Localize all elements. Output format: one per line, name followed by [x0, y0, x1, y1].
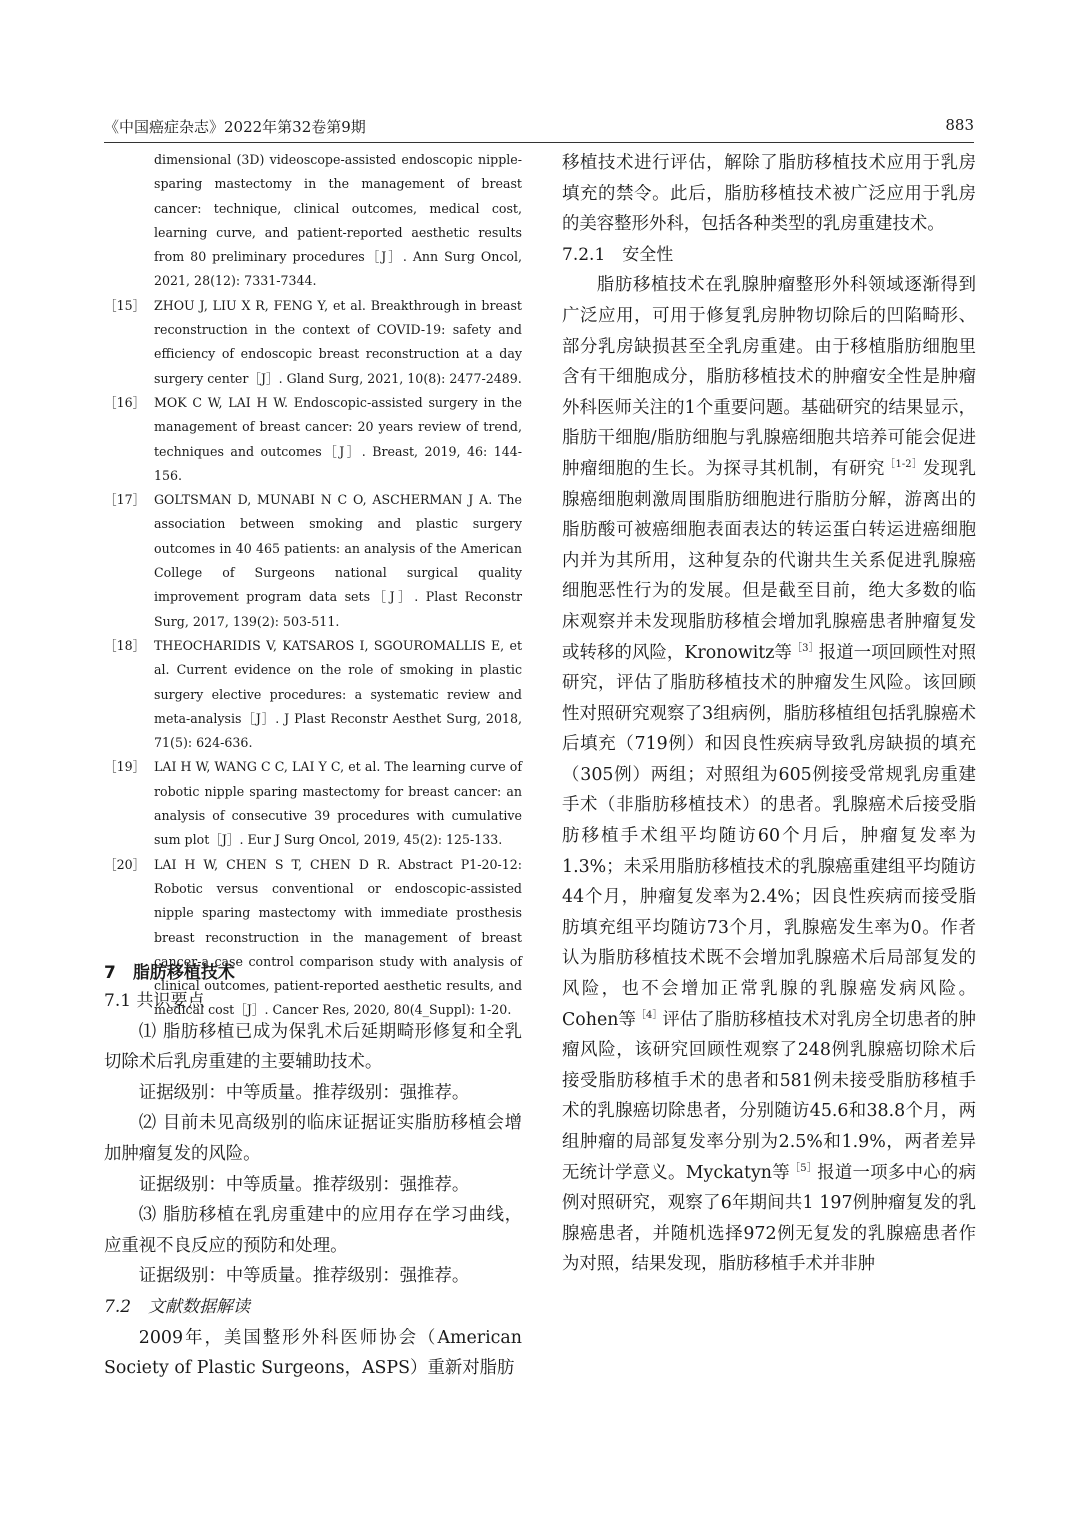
running-header [104, 116, 974, 140]
left-column [104, 148, 522, 1023]
reference-item [104, 634, 522, 755]
paragraph-safety [562, 270, 976, 1280]
reference-number: ［19］ [104, 759, 146, 775]
reference-item [104, 488, 522, 634]
text-segment: 发现乳腺癌细胞刺激周围脂肪细胞进行脂肪分解，游离出的脂肪酸可被癌细胞表面表达的转运蛋白转运进癌细胞内并为其所用，这种复杂的代谢共生关系促进乳腺癌细胞恶性行为的发展。但是截至目前，绝大多数的临床观察并未发现脂肪移植会增加乳腺癌患者肿瘤复发或转移的风险，Kronowitz等 [562, 458, 976, 663]
journal-title: 《中国癌症杂志》2022年第32卷第9期 [104, 118, 366, 136]
reference-continued: dimensional (3D) videoscope-assisted endoscopic nipple-sparing mastectomy in the management of breast cancer: technique, clinical outcomes, medical cost, learning curve, and patient-reported aesthetic results from 80 preliminary procedures［J］. Ann Surg Oncol, 2021, 28(12): 7331-7344. [154, 152, 522, 289]
text-segment: 报道一项回顾性对照研究，评估了脂肪移植技术的肿瘤发生风险。该回顾性对照研究观察了3组病例，脂肪移植组包括乳腺癌术后填充（719例）和因良性疾病导致乳房缺损的填充（305例）两组；对照组为605例接受常规乳房重建手术（非脂肪移植技术）的患者。乳腺癌术后接受脂肪移植手术组平均随访60个月后，肿瘤复发率为1.3%；未采用脂肪移植技术的乳腺癌重建组平均随访44个月，肿瘤复发率为2.4%；因良性疾病而接受脂肪填充组平均随访73个月，乳腺癌发生率为0。作者认为脂肪移植技术既不会增加乳腺癌术后局部复发的风险，也不会增加正常乳腺的乳腺癌发病风险。Cohen等 [562, 642, 976, 1030]
citation: ［5］ [789, 1162, 818, 1174]
subsection-7-1-title: 7.1 共识要点 [104, 991, 205, 1011]
header-rule [104, 142, 974, 143]
reference-text: GOLTSMAN D, MUNABI N C O, ASCHERMAN J A. The association between smoking and plastic surgery outcomes in 40 465 patients: an analysis of the American College of Surgeons national surgical quality improvement program data sets［J］. Plast Reconstr Surg, 2017, 139(2): 503-511. [154, 492, 522, 629]
reference-text: LAI H W, CHEN S T, CHEN D R. Abstract P1-20-12: Robotic versus conventional or endoscopic-assisted nipple sparing mastectomy with immediate prosthesis breast reconstruction in the management of breast cancer-a case control comparison study with analysis of clinical outcomes, patient-reported aesthetic results, and medical cost［J］. Cancer Res, 2020, 80(4_Suppl): 1-20. [154, 856, 522, 1018]
citation: ［1-2］ [884, 459, 923, 471]
evidence-level-3: 证据级别：中等质量。推荐级别：强推荐。 [138, 1266, 470, 1287]
reference-list [104, 294, 522, 1023]
evidence-level-2: 证据级别：中等质量。推荐级别：强推荐。 [138, 1174, 470, 1195]
reference-item [104, 294, 522, 391]
subsection-7-2-title: 7.2 文献数据解读 [104, 1296, 251, 1317]
paragraph-7-2: 2009年，美国整形外科医师协会（American Society of Plastic Surgeons，ASPS）重新对脂肪 [104, 1327, 522, 1379]
reference-text: LAI H W, WANG C C, LAI Y C, et al. The learning curve of robotic nipple sparing mastectomy for breast cancer: an analysis of consecutive 39 procedures with cumulative sum plot［J］. Eur J Surg Oncol, 2019, 45(2): 125-133. [154, 759, 522, 848]
reference-number: ［17］ [104, 492, 146, 508]
reference-number: ［16］ [104, 394, 146, 410]
reference-text: ZHOU J, LIU X R, FENG Y, et al. Breakthrough in breast reconstruction in the context of COVID-19: safety and efficiency of endoscopic breast reconstruction at a day surgery center［J］. Gland Surg, 2021, 10(8): 2477-2489. [154, 297, 522, 386]
text-segment: 脂肪移植技术在乳腺肿瘤整形外科领域逐渐得到广泛应用，可用于修复乳房肿物切除后的凹陷畸形、部分乳房缺损甚至全乳房重建。由于移植脂肪细胞里含有干细胞成分，脂肪移植技术的肿瘤安全性是肿瘤外科医师关注的1个重要问题。基础研究的结果显示，脂肪干细胞/脂肪细胞与乳腺癌细胞共培养可能会促进肿瘤细胞的生长。为探寻其机制，有研究 [562, 275, 976, 479]
key-point-2: ⑵ 目前未见高级别的临床证据证实脂肪移植会增加肿瘤复发的风险。 [104, 1113, 522, 1164]
reference-text: MOK C W, LAI H W. Endoscopic-assisted surgery in the management of breast cancer: 20 years review of trend, techniques and outcomes［J］. Breast, 2019, 46: 144-156. [154, 394, 522, 483]
left-column-body [104, 986, 522, 1384]
evidence-level-1: 证据级别：中等质量。推荐级别：强推荐。 [138, 1082, 470, 1103]
reference-number: ［15］ [104, 297, 146, 313]
reference-number: ［18］ [104, 637, 146, 653]
paragraph-continued: 移植技术进行评估，解除了脂肪移植技术应用于乳房填充的禁令。此后，脂肪移植技术被广泛应用于乳房的美容整形外科，包括各种类型的乳房重建技术。 [562, 153, 976, 235]
text-segment: 评估了脂肪移植技术对乳房全切患者的肿瘤风险，该研究回顾性观察了248例乳腺癌切除术后接受脂肪移植手术的患者和581例未接受脂肪移植手术的乳腺癌切除患者，分别随访45.6和38.8个月，两组肿瘤的局部复发率分别为2.5%和1.9%，两者差异无统计学意义。Myckatyn等 [562, 1009, 976, 1183]
reference-item [104, 391, 522, 488]
reference-text: THEOCHARIDIS V, KATSAROS I, SGOUROMALLIS E, et al. Current evidence on the role of smoking in plastic surgery elective procedures: a systematic review and meta-analysis［J］. J Plast Reconstr Aesthet Surg, 2018, 71(5): 624-636. [154, 637, 522, 751]
key-point-3: ⑶ 脂肪移植在乳房重建中的应用存在学习曲线，应重视不良反应的预防和处理。 [104, 1205, 522, 1256]
page-number: 883 [945, 116, 974, 134]
subsection-7-2-1-title: 7.2.1 安全性 [562, 244, 674, 265]
citation: ［3］ [792, 642, 819, 654]
text-segment: 报道一项多中心的病例对照研究，观察了6年期间共1 197例肿瘤复发的乳腺癌患者，并随机选择972例无复发的乳腺癌患者作为对照，结果发现，脂肪移植手术并非肿 [562, 1162, 976, 1275]
section-title: 7 脂肪移植技术 [104, 963, 235, 983]
reference-item [104, 755, 522, 852]
key-point-1: ⑴ 脂肪移植已成为保乳术后延期畸形修复和全乳切除术后乳房重建的主要辅助技术。 [104, 1021, 522, 1073]
reference-number: ［20］ [104, 856, 146, 872]
right-column [562, 148, 976, 1280]
citation: ［4］ [635, 1009, 663, 1021]
